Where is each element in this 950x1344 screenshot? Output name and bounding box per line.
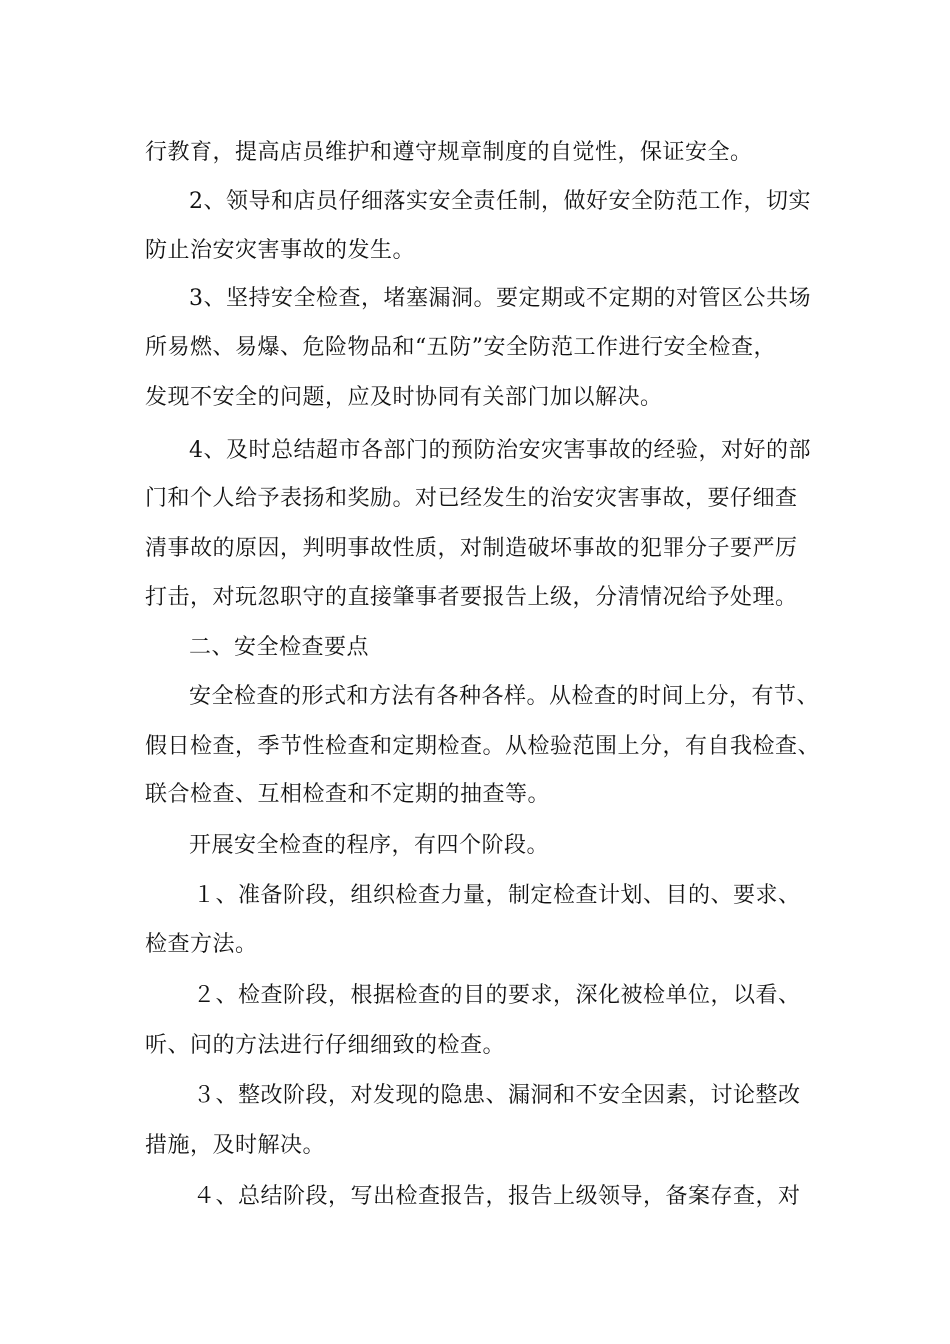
text-line: 发现不安全的问题，应及时协同有关部门加以解决。: [145, 385, 663, 410]
text-line: 联合检查、互相检查和不定期的抽查等。: [145, 782, 551, 807]
text-line: 假日检查，季节性检查和定期检查。从检验范围上分，有自我检查、: [145, 734, 821, 759]
text-line: 开展安全检查的程序，有四个阶段。: [189, 833, 550, 858]
text-line: 门和个人给予表扬和奖励。对已经发生的治安灾害事故，要仔细查: [145, 486, 798, 511]
text-line: 安全检查的形式和方法有各种各样。从检查的时间上分，有节、: [189, 684, 820, 709]
text-line: ４、总结阶段，写出检查报告，报告上级领导，备案存查，对: [193, 1184, 801, 1209]
text-line: ３、整改阶段，对发现的隐患、漏洞和不安全因素，讨论整改: [193, 1083, 801, 1108]
text-line: ２、检查阶段，根据检查的目的要求，深化被检单位，以看、: [193, 983, 801, 1008]
text-line: 防止治安灾害事故的发生。: [145, 238, 416, 263]
text-line: １、准备阶段，组织检查力量，制定检查计划、目的、要求、: [193, 883, 801, 908]
text-line: 听、问的方法进行仔细细致的检查。: [145, 1033, 506, 1058]
text-line: 所易燃、易爆、危险物品和“五防”安全防范工作进行安全检查，: [145, 335, 776, 360]
text-line: 检查方法。: [145, 932, 258, 957]
text-line: 3、坚持安全检查，堵塞漏洞。要定期或不定期的对管区公共场: [189, 286, 811, 311]
text-line: 行教育，提高店员维护和遵守规章制度的自觉性，保证安全。: [145, 140, 753, 165]
text-line: 打击，对玩忽职守的直接肇事者要报告上级，分清情况给予处理。: [145, 585, 798, 610]
text-line: 措施，及时解决。: [145, 1133, 326, 1158]
text-line: 清事故的原因，判明事故性质，对制造破坏事故的犯罪分子要严厉: [145, 536, 798, 561]
text-line: 2、领导和店员仔细落实安全责任制，做好安全防范工作，切实: [189, 189, 811, 214]
section-heading: 二、安全检查要点: [189, 635, 370, 660]
text-line: 4、及时总结超市各部门的预防治安灾害事故的经验，对好的部: [189, 438, 811, 463]
